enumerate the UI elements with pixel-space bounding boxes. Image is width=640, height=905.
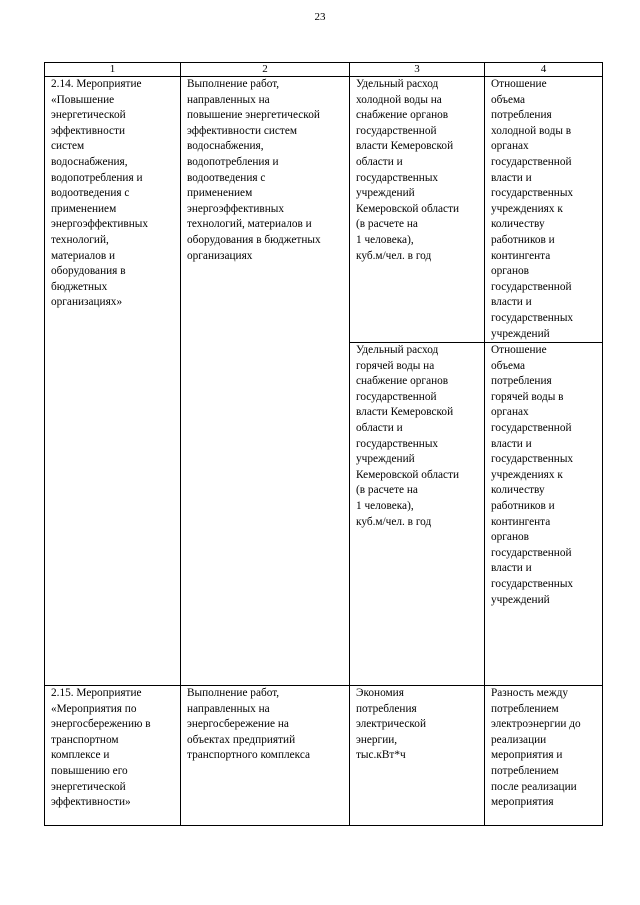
method-electricity-savings: Разность между потреблением электроэнергии до реализации мероприятия и потреблением после реализации мероприятия (485, 686, 603, 826)
header-col-4: 4 (485, 63, 603, 77)
method-cold-water: Отношение объема потребления холодной воды в органах государственной власти и государственных учреждениях к количеству работников и контингента органов государственной власти и государственных учреждений (485, 77, 603, 343)
header-col-3: 3 (350, 63, 485, 77)
header-col-2: 2 (181, 63, 350, 77)
table-row (45, 686, 603, 826)
indicator-electricity-savings: Экономия потребления электрической энергии, тыс.кВт*ч (350, 686, 485, 826)
measure-2-14-title: 2.14. Мероприятие «Повышение энергетической эффективности систем водоснабжения, водопотребления и водоотведения с применением энергоэффективных технологий, материалов и оборудования в бюджетных организациях» (45, 77, 181, 686)
measure-2-15-title: 2.15. Мероприятие «Мероприятия по энергосбережению в транспортном комплексе и повышению его энергетической эффективности» (45, 686, 181, 826)
method-hot-water: Отношение объема потребления горячей воды в органах государственной власти и государственных учреждениях к количеству работников и контингента органов государственной власти и государственных учреждений (485, 343, 603, 686)
indicators-table (44, 62, 603, 826)
header-row (45, 63, 603, 77)
page-number: 23 (314, 11, 326, 23)
measure-2-15-description: Выполнение работ, направленных на энергосбережение на объектах предприятий транспортного комплекса (181, 686, 350, 826)
table-row (45, 77, 603, 343)
indicator-hot-water: Удельный расход горячей воды на снабжение органов государственной власти Кемеровской области и государственных учреждений Кемеровской области (в расчете на 1 человека), куб.м/чел. в год (350, 343, 485, 686)
header-col-1: 1 (45, 63, 181, 77)
measure-2-14-description: Выполнение работ, направленных на повышение энергетической эффективности систем водоснабжения, водопотребления и водоотведения с применением энергоэффективных технологий, материалов и оборудования в бюджетных организациях (181, 77, 350, 686)
indicator-cold-water: Удельный расход холодной воды на снабжение органов государственной власти Кемеровской области и государственных учреждений Кемеровской области (в расчете на 1 человека), куб.м/чел. в год (350, 77, 485, 343)
